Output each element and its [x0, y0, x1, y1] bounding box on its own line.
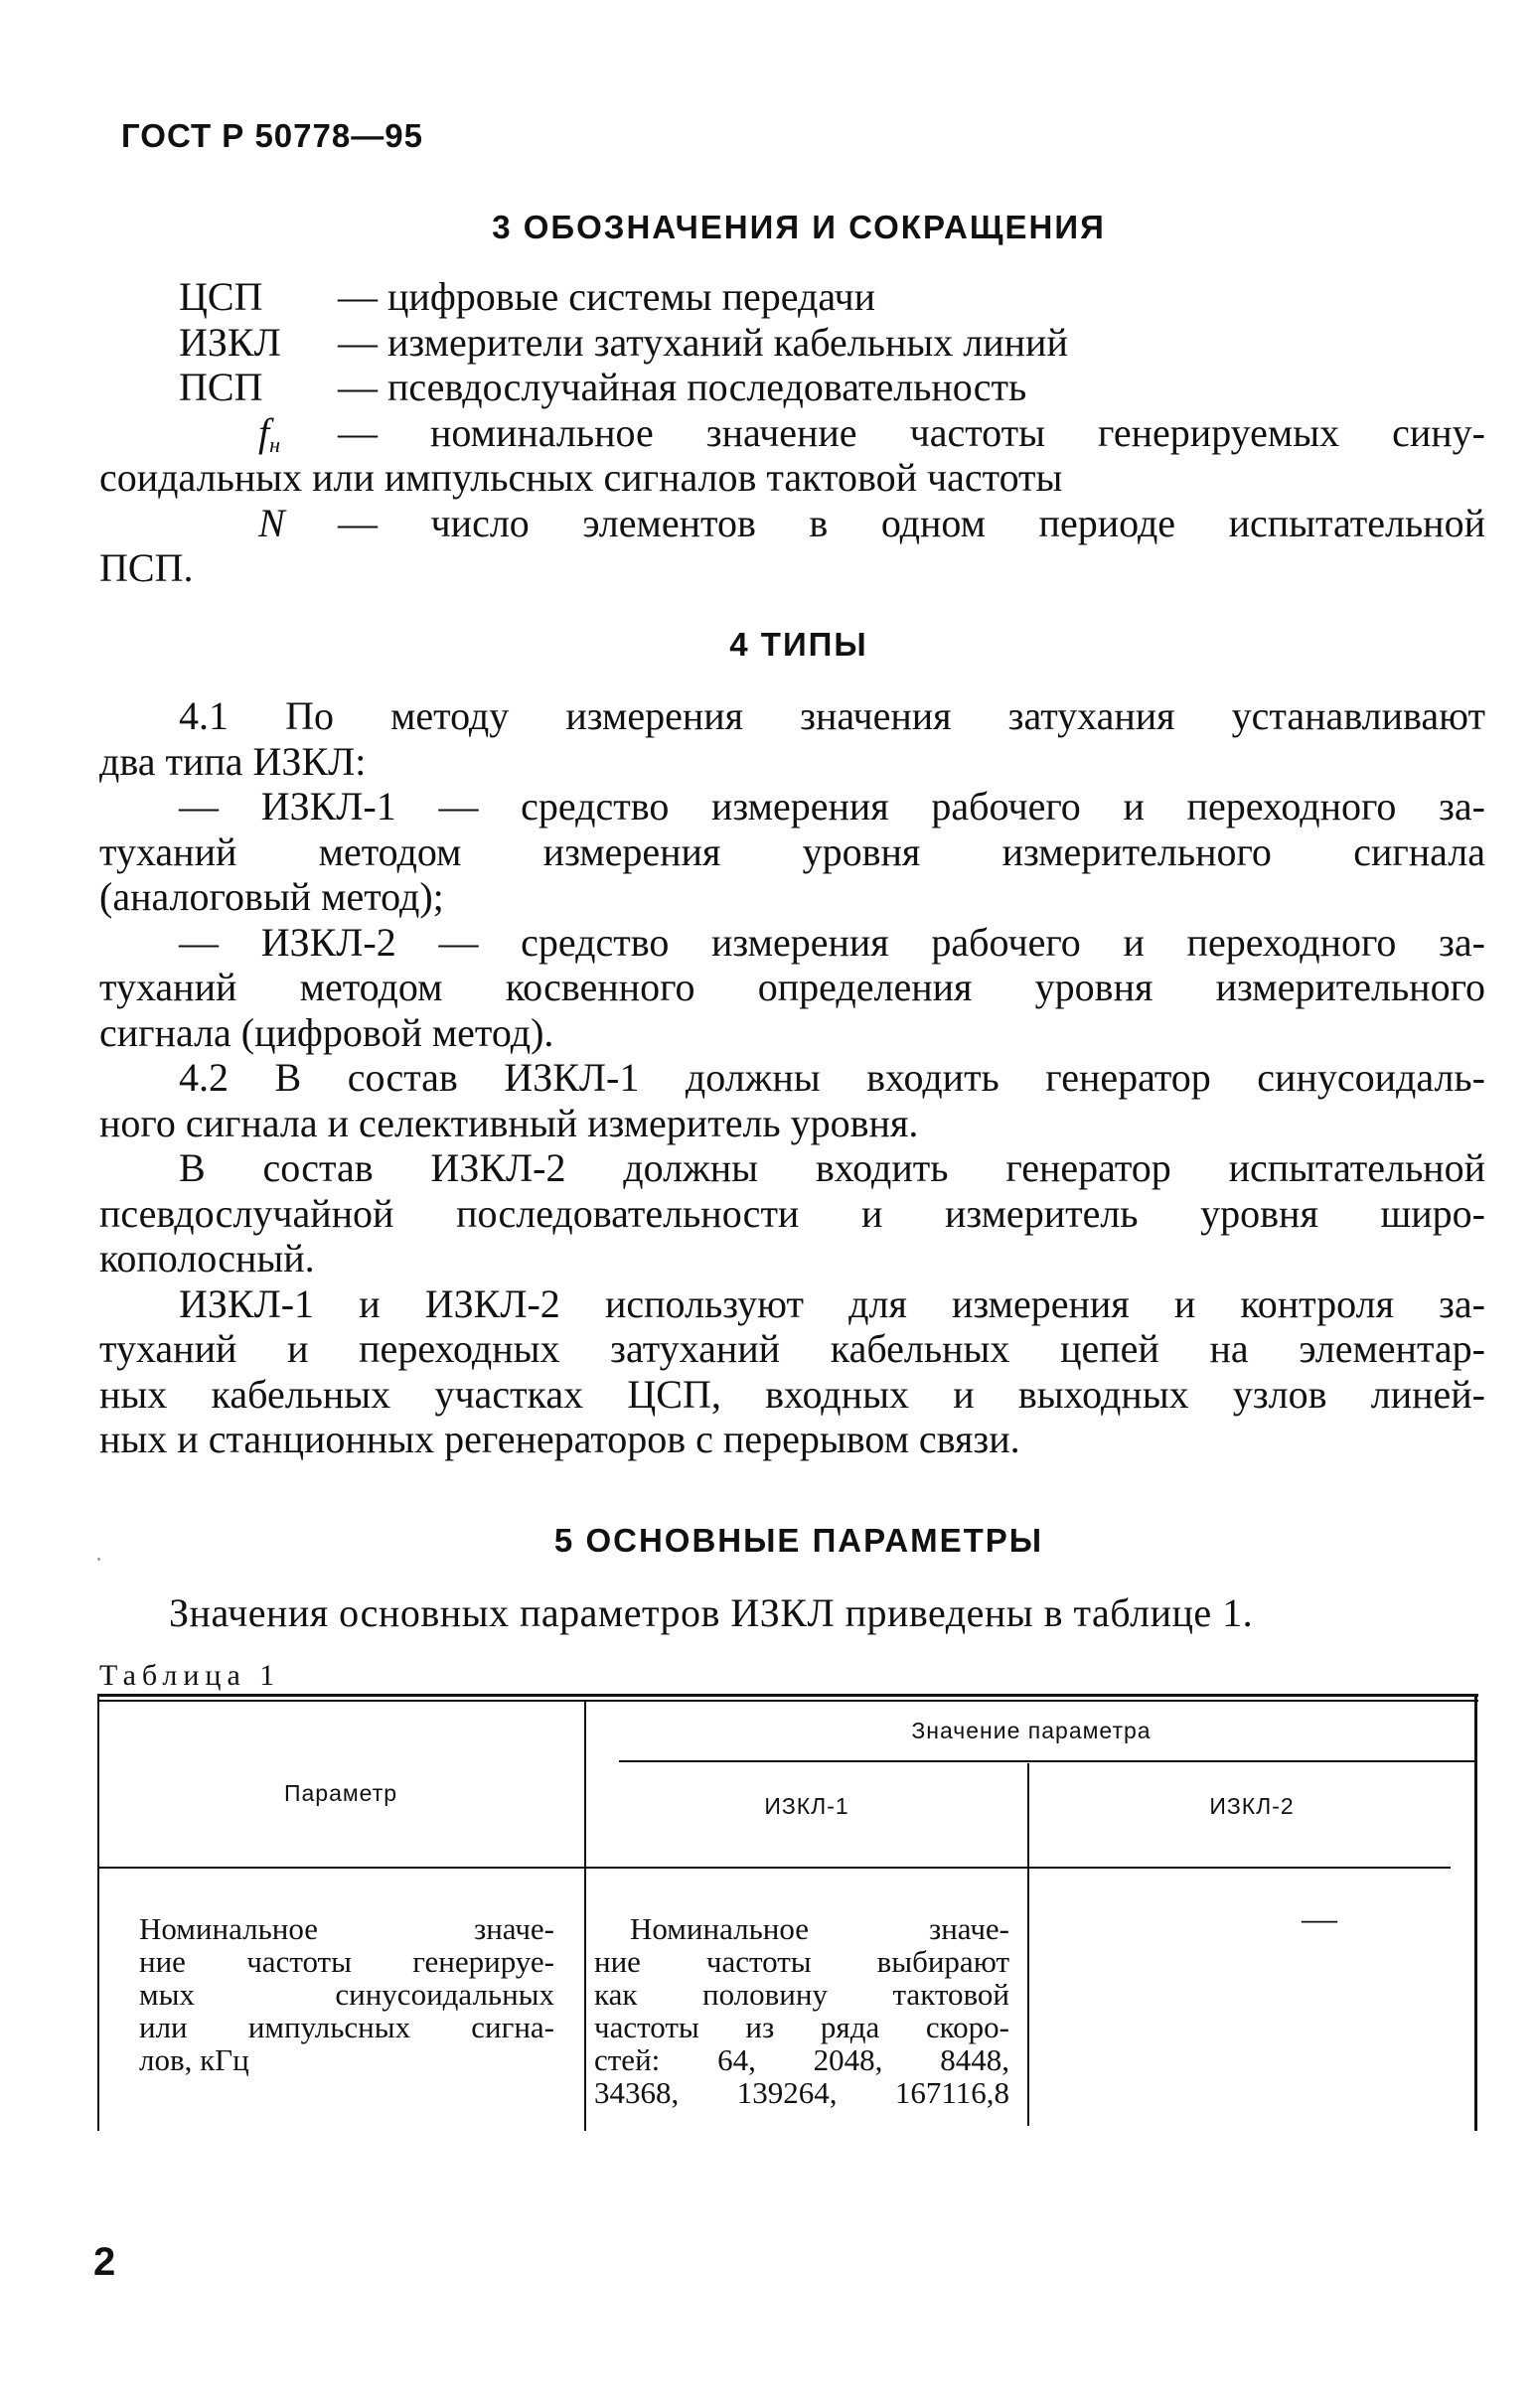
- table-caption: Таблица 1: [99, 1659, 281, 1692]
- cell-line: или импульсных сигна-: [139, 2010, 554, 2044]
- text-line: 4.1 По методу измерения значения затухания устанавливают: [179, 693, 1485, 738]
- abbreviation-term-fn: [99, 410, 338, 456]
- cell-line: лов, кГц: [139, 2042, 249, 2077]
- cell-line: мых синусоидальных: [139, 1977, 554, 2012]
- cell-line: как половину тактовой: [594, 1977, 1009, 2012]
- cell-izkl2: —: [1302, 1898, 1337, 1938]
- cell-parameter: [139, 1912, 554, 2076]
- abbreviation-term: ЦСП: [179, 274, 263, 319]
- header-izkl2: ИЗКЛ-2: [1209, 1793, 1295, 1819]
- table-left-border: [97, 1694, 99, 2131]
- header-izkl1: ИЗКЛ-1: [764, 1793, 849, 1819]
- abbreviation-item-n: [99, 501, 1485, 546]
- header-value-group: Значение параметра: [911, 1718, 1152, 1743]
- cell-line: ние частоты генерируе-: [139, 1944, 554, 1979]
- fn-symbol: f: [258, 409, 270, 455]
- cell-line: ние частоты выбирают: [594, 1944, 1009, 1979]
- cell-line: Номинальное значе-: [139, 1911, 554, 1946]
- abbreviation-definition: — псевдослучайная последовательность: [338, 365, 1027, 409]
- abbreviation-definition-continued: ПСП.: [99, 545, 194, 590]
- table-right-border: [1474, 1694, 1477, 2131]
- paragraph-4-2: [99, 1055, 1485, 1145]
- text-line: туханий и переходных затуханий кабельных цепей на элементар-: [99, 1326, 1485, 1371]
- header-parameter: Параметр: [283, 1780, 398, 1806]
- abbreviation-definition: — измерители затуханий кабельных линий: [338, 319, 1068, 365]
- text-line: В состав ИЗКЛ-2 должны входить генератор испытательной: [179, 1145, 1485, 1190]
- abbreviation-definition: — цифровые системы передачи: [338, 274, 875, 319]
- section-5-title: 5 ОСНОВНЫЕ ПАРАМЕТРЫ: [553, 1522, 1044, 1559]
- cell-line: частоты из ряда скоро-: [594, 2010, 1009, 2044]
- section-4-title: 4 ТИПЫ: [729, 626, 868, 663]
- abbreviation-item: [99, 320, 1485, 366]
- document-header: ГОСТ Р 50778—95: [121, 117, 423, 154]
- fn-subscript: н: [269, 431, 281, 457]
- text-line: ного сигнала и селективный измеритель уровня.: [99, 1100, 919, 1145]
- text-line: ИЗКЛ-1 и ИЗКЛ-2 используют для измерения и контроля за-: [179, 1280, 1485, 1326]
- paragraph-usage: [99, 1281, 1485, 1462]
- section-4-body: [99, 693, 1485, 1462]
- text-line: — ИЗКЛ-1 — средство измерения рабочего и переходного за-: [179, 784, 1485, 828]
- text-line: (аналоговый метод);: [99, 874, 444, 919]
- parameters-table: [97, 1694, 1478, 2141]
- paragraph-izkl2-composition: [99, 1145, 1485, 1281]
- text-line: два типа ИЗКЛ:: [99, 738, 367, 784]
- abbreviation-definition: — номинальное значение частоты генерируемых сину-: [338, 409, 1485, 455]
- cell-line: Номинальное значе-: [630, 1911, 1009, 1946]
- cell-line: стей: 64, 2048, 8448,: [594, 2042, 1009, 2077]
- text-line: туханий методом косвенного определения уровня измерительного: [99, 965, 1485, 1009]
- cell-izkl1: [594, 1912, 1009, 2109]
- section-3-title: 3 ОБОЗНАЧЕНИЯ И СОКРАЩЕНИЯ: [492, 209, 1106, 245]
- abbreviation-term: ИЗКЛ: [179, 319, 281, 365]
- table-top-rule: [97, 1694, 1478, 1697]
- abbreviation-definition-continued: соидальных или импульсных сигналов тактовой частоты: [99, 455, 1063, 500]
- abbreviation-item: [99, 274, 1485, 320]
- abbreviations-list: [99, 274, 1485, 591]
- section-5-intro: Значения основных параметров ИЗКЛ приведены в таблице 1.: [169, 1590, 1254, 1635]
- abbreviation-continuation: [99, 455, 1485, 501]
- column-separator: [584, 1702, 586, 2131]
- paragraph-izkl2: [99, 920, 1485, 1056]
- text-line: ных кабельных участках ЦСП, входных и выходных узлов линей-: [99, 1371, 1485, 1417]
- paragraph-izkl1: [99, 784, 1485, 920]
- page-number: 2: [93, 2240, 116, 2284]
- text-line: ных и станционных регенераторов с перерывом связи.: [99, 1417, 1020, 1461]
- text-line: — ИЗКЛ-2 — средство измерения рабочего и переходного за-: [179, 919, 1485, 965]
- cell-line: 34368, 139264, 167116,8: [594, 2075, 1009, 2110]
- abbreviation-definition: — число элементов в одном периоде испытательной: [338, 500, 1485, 545]
- abbreviation-continuation: [99, 545, 1485, 591]
- text-line: псевдослучайной последовательности и измеритель уровня широ-: [99, 1190, 1485, 1236]
- text-line: кополосный.: [99, 1236, 315, 1280]
- text-line: туханий методом измерения уровня измерительного сигнала: [99, 828, 1485, 874]
- header-bottom-rule: [97, 1867, 1451, 1869]
- abbreviation-term: ПСП: [179, 365, 263, 409]
- abbreviation-item: [99, 365, 1485, 410]
- text-line: 4.2 В состав ИЗКЛ-1 должны входить генератор синусоидаль-: [179, 1055, 1485, 1100]
- abbreviation-term-n: N: [258, 500, 285, 545]
- text-line: сигнала (цифровой метод).: [99, 1009, 554, 1055]
- paragraph-4-1: [99, 693, 1485, 784]
- table-top-rule-inner: [97, 1700, 1478, 1702]
- group-header-rule: [619, 1760, 1477, 1762]
- abbreviation-item-fn: [99, 410, 1485, 456]
